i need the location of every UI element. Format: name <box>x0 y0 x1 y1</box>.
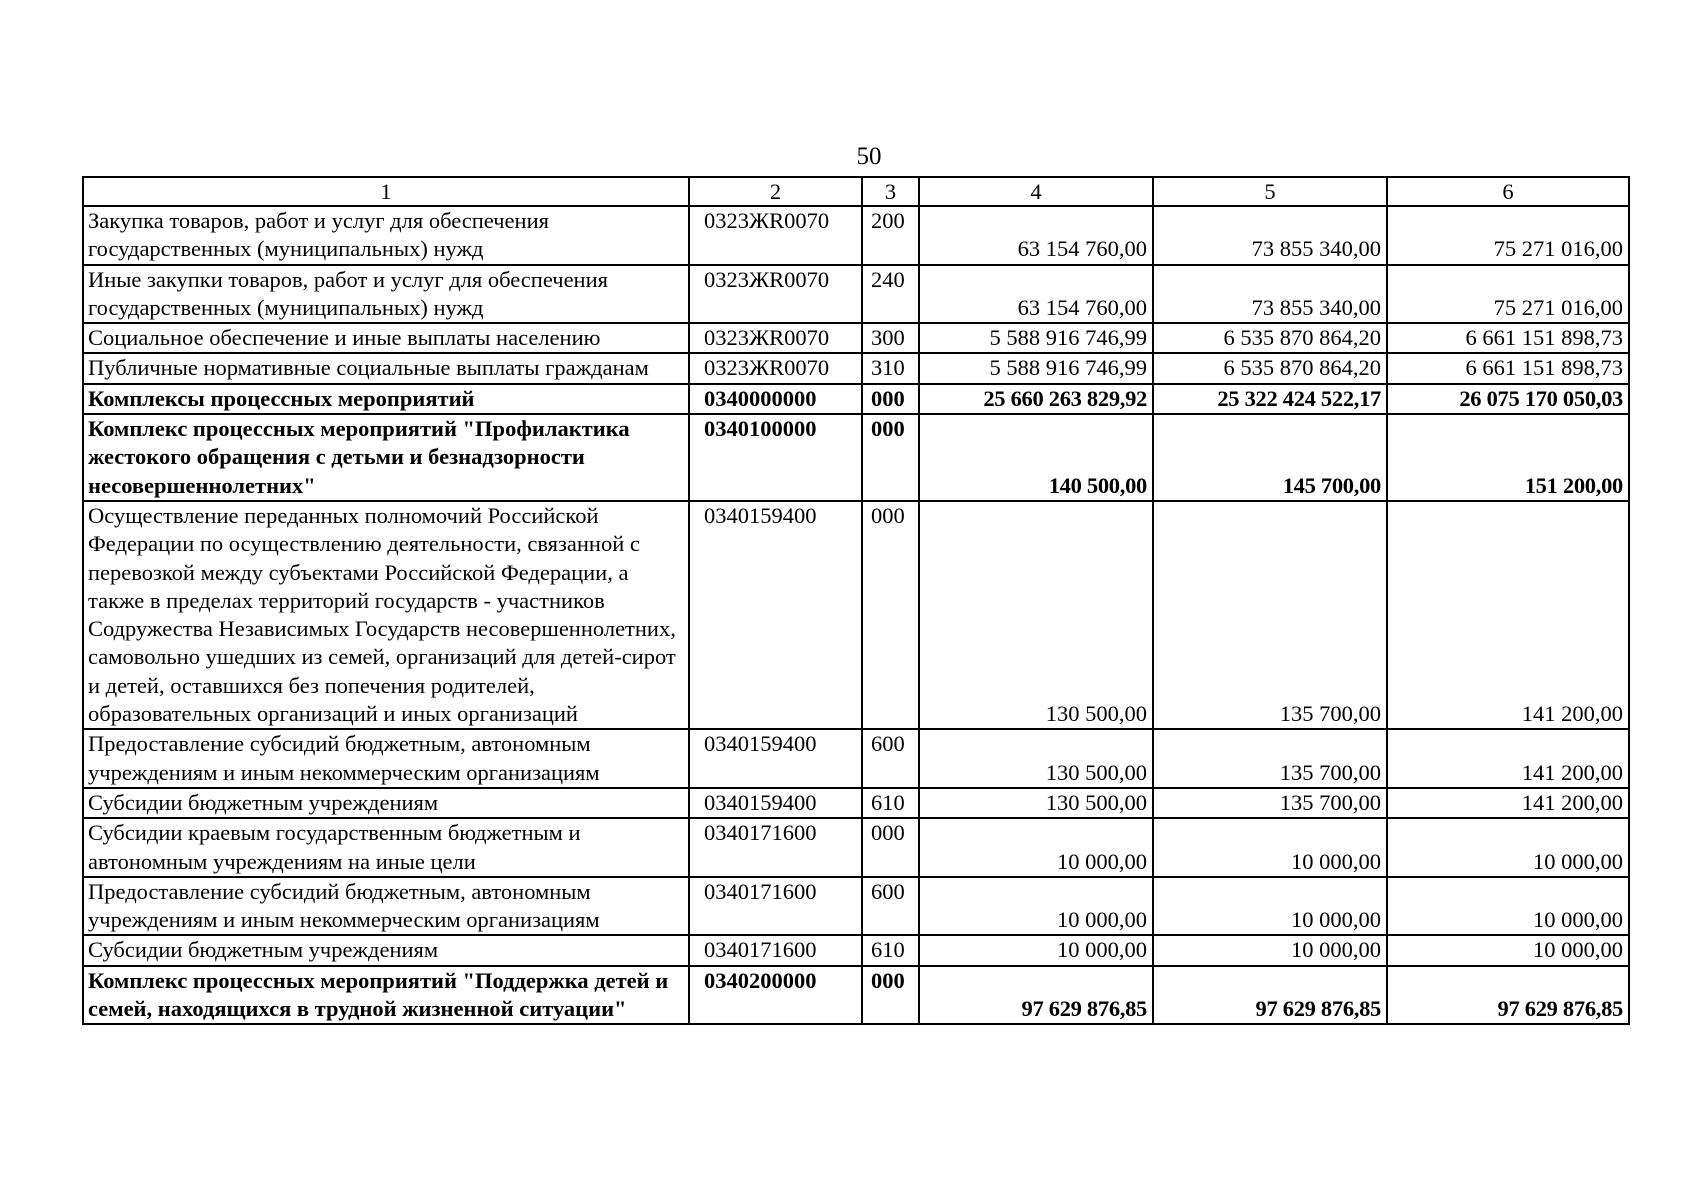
target-code-cell: 0323ЖR0070 <box>689 206 862 265</box>
expense-kind-cell: 240 <box>862 265 919 324</box>
item-name-cell: Субсидии бюджетным учреждениям <box>83 935 689 965</box>
amount-col4-cell: 97 629 876,85 <box>919 966 1153 1025</box>
amount-col6-cell: 75 271 016,00 <box>1387 265 1629 324</box>
amount-col4-cell: 10 000,00 <box>919 877 1153 936</box>
amount-col5-cell: 73 855 340,00 <box>1153 206 1387 265</box>
amount-col6-cell: 75 271 016,00 <box>1387 206 1629 265</box>
table-row <box>83 353 1629 383</box>
amount-col6-cell: 141 200,00 <box>1387 788 1629 818</box>
target-code-cell: 0340171600 <box>689 935 862 965</box>
table-row-subtotal <box>83 414 1629 501</box>
amount-col6-cell: 10 000,00 <box>1387 818 1629 877</box>
target-code-cell: 0340200000 <box>689 966 862 1025</box>
amount-col5-cell: 135 700,00 <box>1153 729 1387 788</box>
table-row <box>83 788 1629 818</box>
item-name-cell: Публичные нормативные социальные выплаты гражданам <box>83 353 689 383</box>
amount-col5-cell: 73 855 340,00 <box>1153 265 1387 324</box>
target-code-cell: 0340100000 <box>689 414 862 501</box>
expense-kind-cell: 610 <box>862 935 919 965</box>
amount-col4-cell: 5 588 916 746,99 <box>919 323 1153 353</box>
amount-col6-cell: 141 200,00 <box>1387 501 1629 729</box>
amount-col4-cell: 130 500,00 <box>919 501 1153 729</box>
item-name-cell: Комплекс процессных мероприятий "Профилактика жестокого обращения с детьми и безнадзорности несовершеннолетних" <box>83 414 689 501</box>
target-code-cell: 0323ЖR0070 <box>689 353 862 383</box>
table-row <box>83 265 1629 324</box>
amount-col4-cell: 63 154 760,00 <box>919 206 1153 265</box>
item-name-cell: Субсидии бюджетным учреждениям <box>83 788 689 818</box>
amount-col4-cell: 5 588 916 746,99 <box>919 353 1153 383</box>
item-name-cell: Социальное обеспечение и иные выплаты населению <box>83 323 689 353</box>
amount-col6-cell: 141 200,00 <box>1387 729 1629 788</box>
expense-kind-cell: 600 <box>862 729 919 788</box>
table-row <box>83 935 1629 965</box>
amount-col5-cell: 10 000,00 <box>1153 818 1387 877</box>
item-name-cell: Предоставление субсидий бюджетным, автономным учреждениям и иным некоммерческим организациям <box>83 729 689 788</box>
amount-col4-cell: 25 660 263 829,92 <box>919 384 1153 414</box>
expense-kind-cell: 000 <box>862 501 919 729</box>
amount-col5-cell: 97 629 876,85 <box>1153 966 1387 1025</box>
amount-col4-cell: 140 500,00 <box>919 414 1153 501</box>
amount-col4-cell: 63 154 760,00 <box>919 265 1153 324</box>
expense-kind-cell: 300 <box>862 323 919 353</box>
column-number-6: 6 <box>1387 177 1629 206</box>
expense-kind-cell: 000 <box>862 966 919 1025</box>
table-row <box>83 323 1629 353</box>
amount-col6-cell: 10 000,00 <box>1387 935 1629 965</box>
amount-col5-cell: 10 000,00 <box>1153 877 1387 936</box>
target-code-cell: 0323ЖR0070 <box>689 265 862 324</box>
amount-col6-cell: 6 661 151 898,73 <box>1387 323 1629 353</box>
budget-table <box>82 176 1630 1025</box>
expense-kind-cell: 310 <box>862 353 919 383</box>
amount-col4-cell: 130 500,00 <box>919 729 1153 788</box>
table-row <box>83 206 1629 265</box>
expense-kind-cell: 000 <box>862 414 919 501</box>
amount-col5-cell: 6 535 870 864,20 <box>1153 353 1387 383</box>
item-name-cell: Субсидии краевым государственным бюджетным и автономным учреждениям на иные цели <box>83 818 689 877</box>
target-code-cell: 0323ЖR0070 <box>689 323 862 353</box>
expense-kind-cell: 000 <box>862 818 919 877</box>
amount-col6-cell: 97 629 876,85 <box>1387 966 1629 1025</box>
amount-col5-cell: 25 322 424 522,17 <box>1153 384 1387 414</box>
expense-kind-cell: 610 <box>862 788 919 818</box>
column-number-3: 3 <box>862 177 919 206</box>
column-number-1: 1 <box>83 177 689 206</box>
amount-col5-cell: 6 535 870 864,20 <box>1153 323 1387 353</box>
target-code-cell: 0340159400 <box>689 788 862 818</box>
amount-col5-cell: 145 700,00 <box>1153 414 1387 501</box>
item-name-cell: Комплекс процессных мероприятий "Поддержка детей и семей, находящихся в трудной жизненной ситуации" <box>83 966 689 1025</box>
target-code-cell: 0340159400 <box>689 501 862 729</box>
amount-col5-cell: 135 700,00 <box>1153 501 1387 729</box>
amount-col4-cell: 130 500,00 <box>919 788 1153 818</box>
amount-col5-cell: 10 000,00 <box>1153 935 1387 965</box>
amount-col6-cell: 10 000,00 <box>1387 877 1629 936</box>
target-code-cell: 0340171600 <box>689 877 862 936</box>
amount-col4-cell: 10 000,00 <box>919 935 1153 965</box>
budget-table-body <box>83 177 1629 1024</box>
item-name-cell: Иные закупки товаров, работ и услуг для обеспечения государственных (муниципальных) нужд <box>83 265 689 324</box>
amount-col5-cell: 135 700,00 <box>1153 788 1387 818</box>
expense-kind-cell: 600 <box>862 877 919 936</box>
table-row <box>83 501 1629 729</box>
item-name-cell: Осуществление переданных полномочий Российской Федерации по осуществлению деятельности, связанной с перевозкой между субъектами Российской Федерации, а также в пределах территорий государств - участников Содружества Независимых Государств несовершеннолетних, самовольно ушедших из семей, организаций для детей-сирот и детей, оставшихся без попечения родителей, образовательных организаций и иных организаций <box>83 501 689 729</box>
page-number: 50 <box>856 143 882 170</box>
table-row-subtotal <box>83 384 1629 414</box>
target-code-cell: 0340171600 <box>689 818 862 877</box>
column-number-5: 5 <box>1153 177 1387 206</box>
item-name-cell: Закупка товаров, работ и услуг для обеспечения государственных (муниципальных) нужд <box>83 206 689 265</box>
column-numbers-row <box>83 177 1629 206</box>
amount-col6-cell: 151 200,00 <box>1387 414 1629 501</box>
table-row-subtotal <box>83 966 1629 1025</box>
item-name-cell: Предоставление субсидий бюджетным, автономным учреждениям и иным некоммерческим организациям <box>83 877 689 936</box>
amount-col4-cell: 10 000,00 <box>919 818 1153 877</box>
target-code-cell: 0340159400 <box>689 729 862 788</box>
column-number-2: 2 <box>689 177 862 206</box>
table-row <box>83 818 1629 877</box>
amount-col6-cell: 6 661 151 898,73 <box>1387 353 1629 383</box>
table-row <box>83 877 1629 936</box>
column-number-4: 4 <box>919 177 1153 206</box>
expense-kind-cell: 200 <box>862 206 919 265</box>
item-name-cell: Комплексы процессных мероприятий <box>83 384 689 414</box>
amount-col6-cell: 26 075 170 050,03 <box>1387 384 1629 414</box>
table-row <box>83 729 1629 788</box>
target-code-cell: 0340000000 <box>689 384 862 414</box>
expense-kind-cell: 000 <box>862 384 919 414</box>
